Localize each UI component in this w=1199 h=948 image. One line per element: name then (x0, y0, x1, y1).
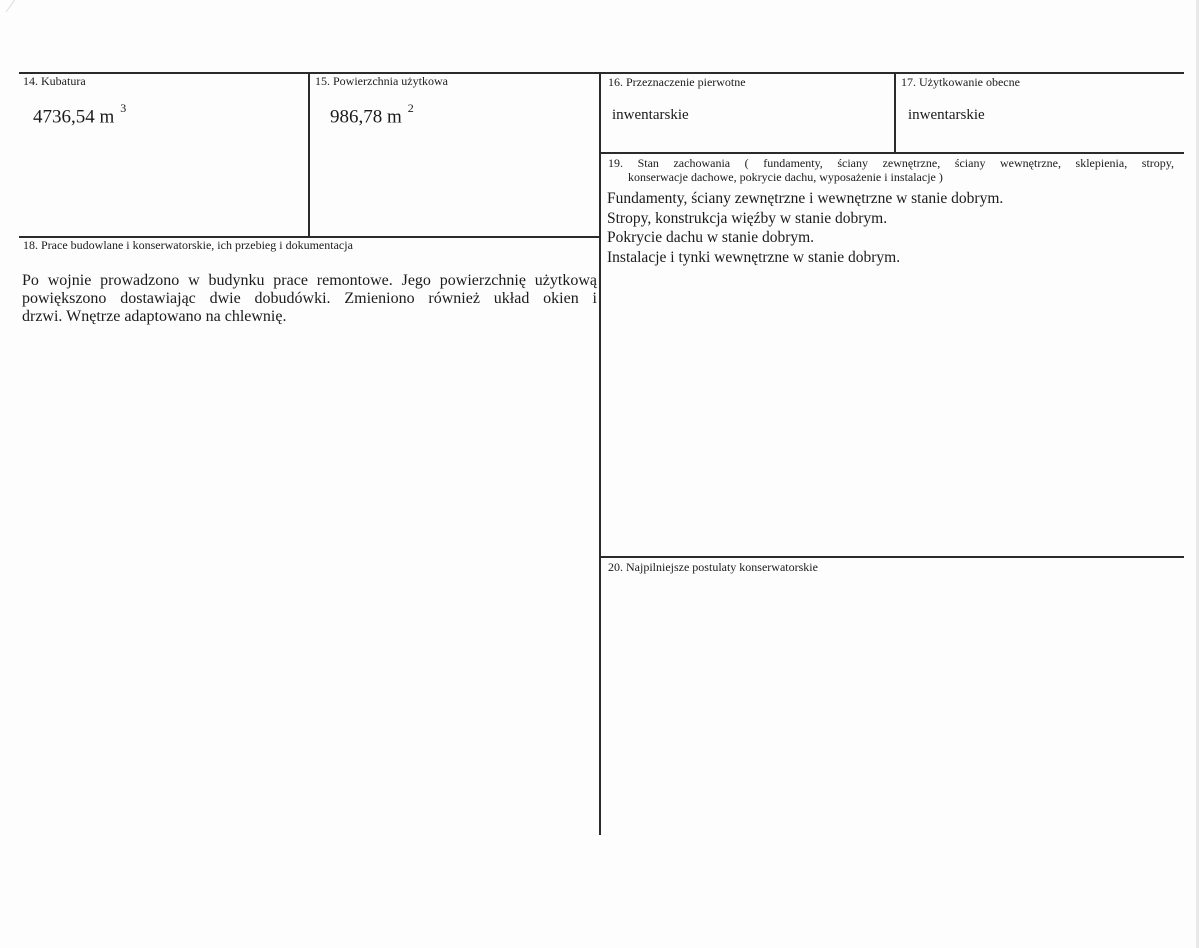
center-divider (599, 73, 601, 835)
field-18-line: drzwi. Wnętrze adaptowano na chlewnię. (22, 308, 287, 325)
field-19-line: Instalacje i tynki wewnętrzne w stanie dobrym. (607, 248, 901, 266)
field-15-label: 15. Powierzchnia użytkowa (315, 74, 448, 88)
field-14-superscript: 3 (120, 101, 127, 115)
field-16-label: 16. Przeznaczenie pierwotne (608, 75, 746, 89)
divider-16-17 (894, 73, 896, 153)
rule-above-20 (600, 556, 1184, 558)
field-18-line: Po wojnie prowadzono w budynku prace remontowe. Jego powierzchnię użytkową (22, 272, 597, 289)
field-19-line: Fundamenty, ściany zewnętrzne i wewnętrzne w stanie dobrym. (607, 190, 1004, 207)
field-15-number: 986,78 m (330, 106, 402, 128)
field-19-label (608, 156, 1174, 184)
field-15-superscript: 2 (407, 101, 414, 115)
field-17-value: inwentarskie (908, 107, 985, 123)
field-18-line: powiększono dostawiając dwie dobudówki. Zmieniono również układ okien i (22, 290, 597, 307)
field-14-label: 14. Kubatura (23, 74, 86, 88)
field-18-text (22, 272, 597, 326)
field-19-label-line1: 19. Stan zachowania ( fundamenty, ściany zewnętrzne, ściany wewnętrzne, sklepienia, stropy, (608, 156, 1174, 170)
field-14-number: 4736,54 m (33, 106, 115, 128)
field-14-value (33, 101, 127, 128)
field-19-line: Stropy, konstrukcja więźby w stanie dobrym. (607, 209, 888, 227)
divider-14-15 (308, 73, 310, 237)
field-17-label: 17. Użytkowanie obecne (901, 75, 1020, 89)
field-18-label: 18. Prace budowlane i konserwatorskie, ich przebieg i dokumentacja (23, 238, 353, 252)
field-19-text (607, 189, 1177, 267)
scan-corner-mark (0, 0, 15, 12)
field-19-line: Pokrycie dachu w stanie dobrym. (607, 229, 815, 246)
field-16-value: inwentarskie (612, 107, 689, 123)
rule-under-16-17 (600, 152, 1184, 154)
top-rule (19, 72, 1184, 74)
field-20-label: 20. Najpilniejsze postulaty konserwatorskie (608, 560, 818, 574)
field-19-label-line2: konserwacje dachowe, pokrycie dachu, wyposażenie i instalacje ) (628, 170, 943, 184)
field-15-value (330, 101, 414, 128)
